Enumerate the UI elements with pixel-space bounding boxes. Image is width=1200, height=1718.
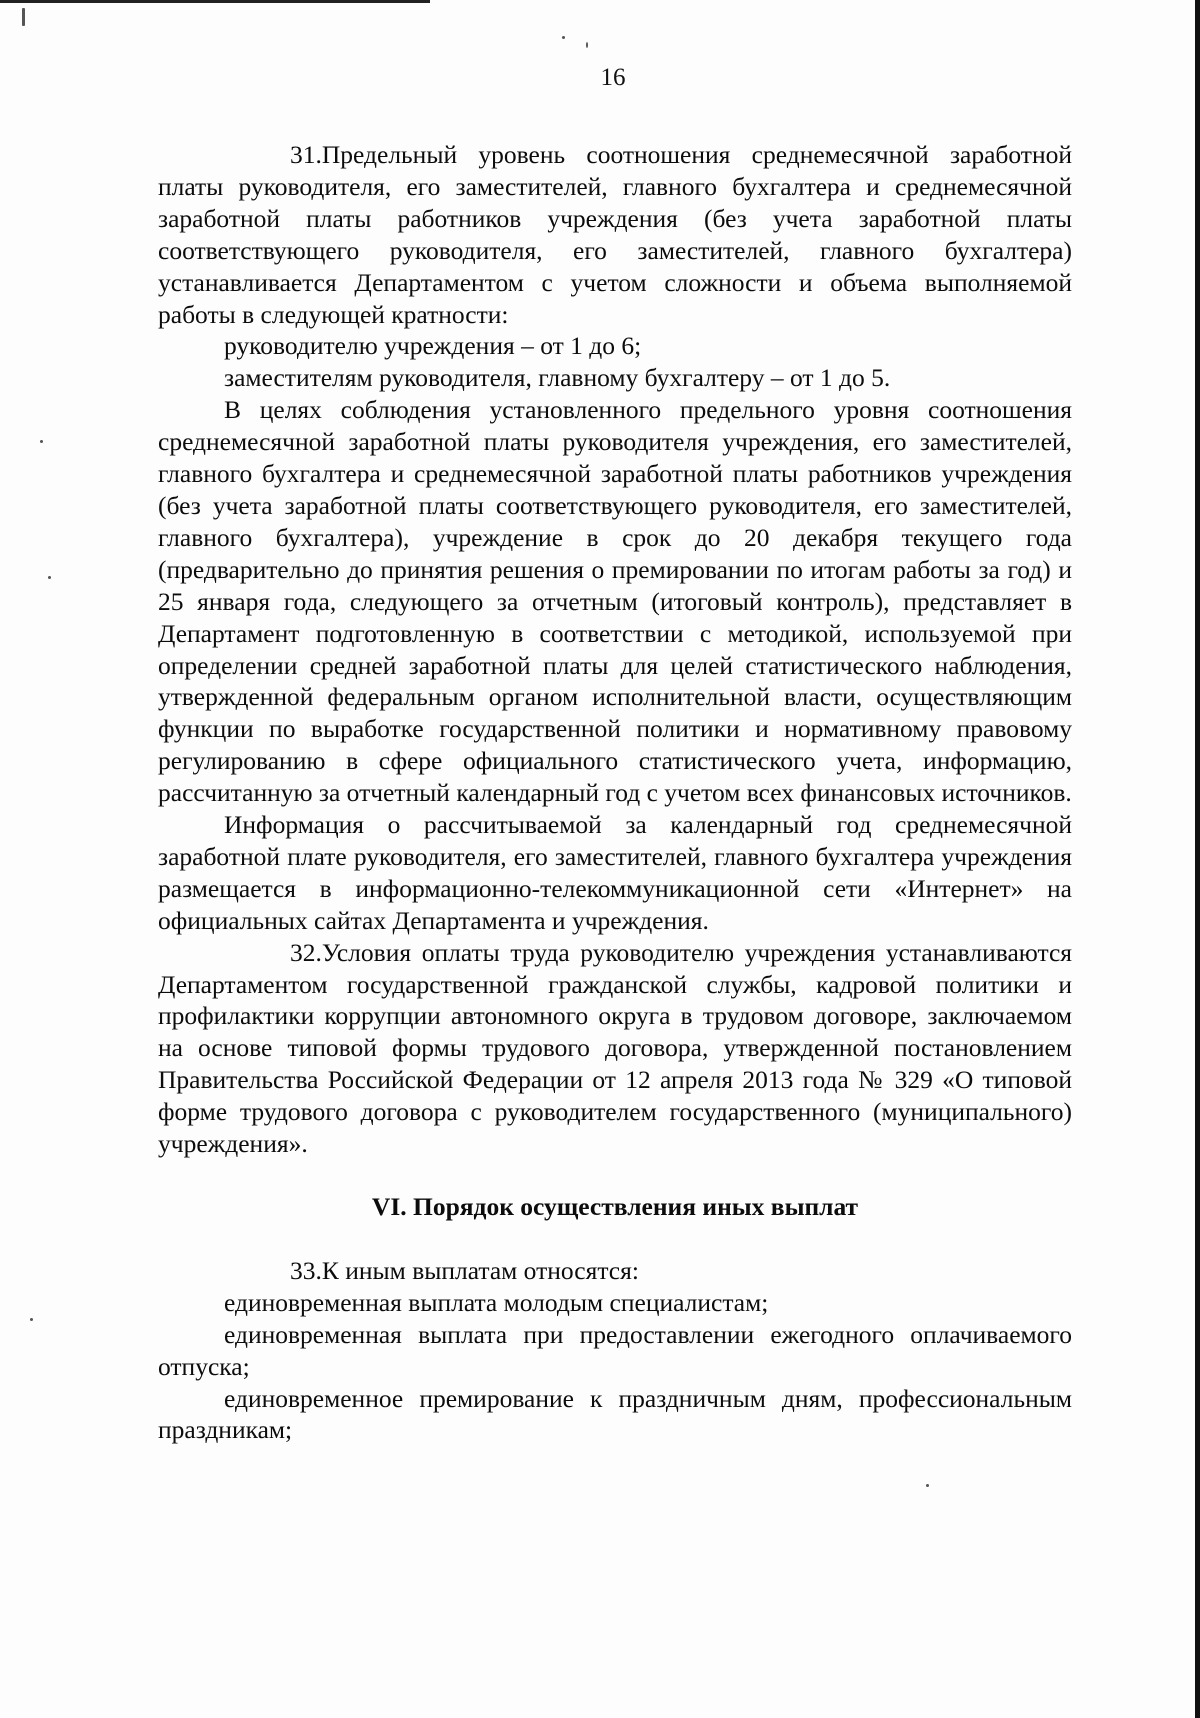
paragraph-33 <box>158 1255 1072 1287</box>
paragraph-33-item-b: единовременная выплата при предоставлении ежегодного оплачиваемого отпуска; <box>158 1319 1072 1381</box>
paragraph-31-item-a: руководителю учреждения – от 1 до 6; <box>224 331 642 361</box>
page-number: 16 <box>600 64 626 91</box>
paragraph-31 <box>158 139 1072 330</box>
scan-speck <box>926 1484 929 1487</box>
document-body <box>158 139 1072 1446</box>
section-title: VI. Порядок осуществления иных выплат <box>371 1192 859 1221</box>
scan-speck <box>48 576 51 579</box>
paragraph-31-publication: Информация о рассчитываемой за календарный год среднемесячной заработной плате руководителя, его заместителей, главного бухгалтера учреждения размещается в информационно-телекоммуникационной сети «Интернет» на официальных сайтах Департамента и учреждения. <box>158 810 1072 935</box>
paragraph-31-control: В целях соблюдения установленного предельного уровня соотношения среднемесячной заработной платы руководителя учреждения, его заместителей, главного бухгалтера и среднемесячной заработной платы работников учреждения (без учета заработной платы соответствующего руководителя, его заместителей, главного бухгалтера), учреждение в срок до 20 декабря текущего года (предварительно до принятия решения о премировании по итогам работы за год) и 25 января года, следующего за отчетным (итоговый контроль), представляет в Департамент подготовленную в соответствии с методикой, используемой при определении средней заработной платы для целей статистического наблюдения, утвержденной федеральным органом исполнительной власти, осуществляющим функции по выработке государственной политики и нормативному правовому регулированию в сфере официального статистического учета, информацию, рассчитанную за отчетный календарный год с учетом всех финансовых источников. <box>158 395 1072 808</box>
paragraph-number: 33. <box>290 1255 322 1285</box>
scan-speck <box>586 42 588 48</box>
paragraph-text: Условия оплаты труда руководителю учреждения устанавливаются Департаментом государственной гражданской службы, кадровой политики и профилактики коррупции автономного округа в трудовом договоре, заключаемом на основе типовой формы трудового договора, утвержденной постановлением Правительства Российской Федерации от 12 апреля 2013 года № 329 «О типовой форме трудового договора с руководителем государственного (муниципального) учреждения». <box>158 937 1072 1159</box>
scan-top-edge <box>0 0 430 3</box>
scan-speck <box>30 1318 33 1321</box>
paragraph-32 <box>158 937 1072 1160</box>
paragraph-number: 32. <box>290 937 322 967</box>
scan-speck <box>22 8 25 26</box>
scan-speck <box>40 440 43 443</box>
paragraph-31-item-b: заместителям руководителя, главному бухгалтеру – от 1 до 5. <box>224 363 891 393</box>
paragraph-text: Предельный уровень соотношения среднемесячной заработной платы руководителя, его заместителей, главного бухгалтера и среднемесячной заработной платы работников учреждения (без учета заработной платы соответствующего руководителя, его заместителей, главного бухгалтера) устанавливается Департаментом с учетом сложности и объема выполняемой работы в следующей кратности: <box>158 140 1072 329</box>
paragraph-text: К иным выплатам относятся: <box>321 1255 639 1285</box>
scan-right-edge <box>1195 0 1200 1718</box>
paragraph-33-item-a: единовременная выплата молодым специалистам; <box>224 1287 769 1317</box>
paragraph-33-item-c: единовременное премирование к праздничным дням, профессиональным праздникам; <box>158 1383 1072 1445</box>
paragraph-number: 31. <box>290 140 322 169</box>
scan-speck <box>562 36 565 39</box>
